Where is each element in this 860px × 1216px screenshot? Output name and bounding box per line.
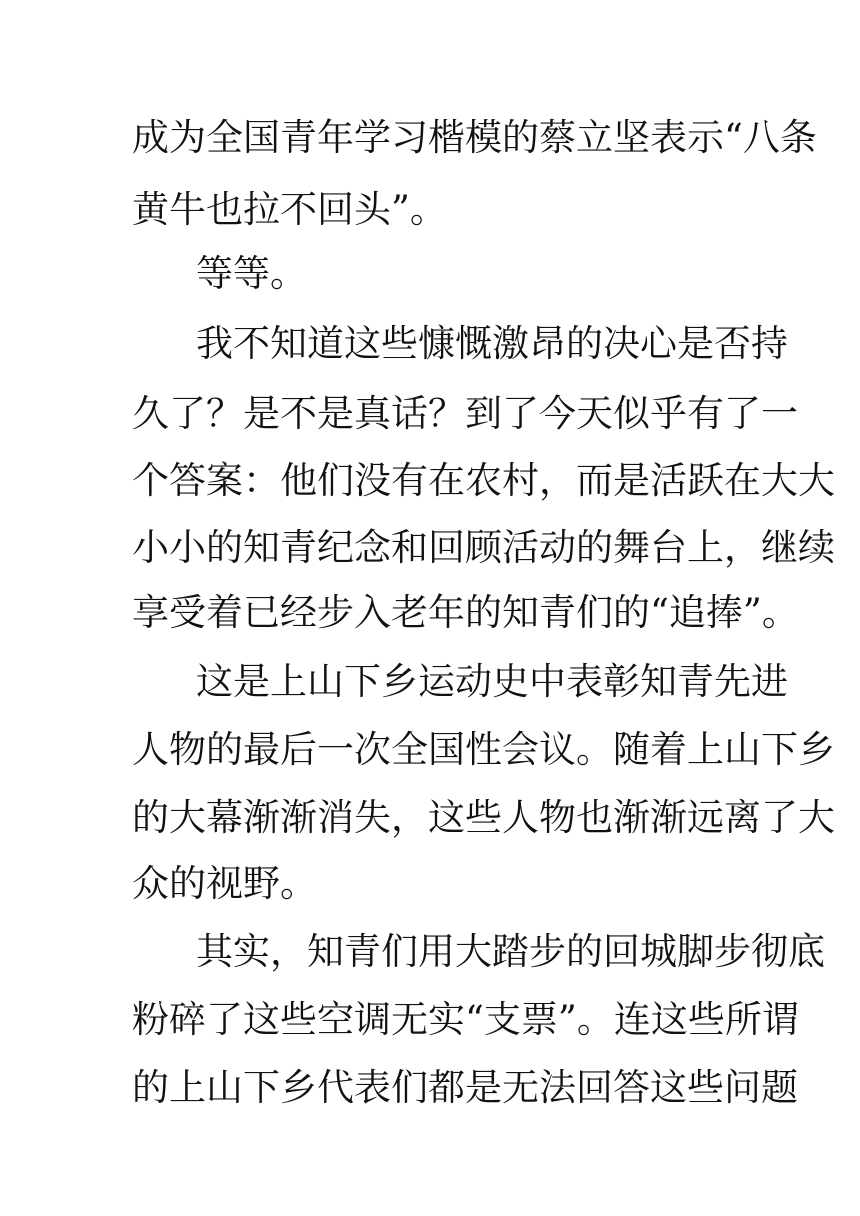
text-line-11: 的大幕渐渐消失，这些人物也渐渐远离了大	[132, 796, 835, 839]
text-line-3: 等等。	[196, 252, 307, 295]
text-line-9: 这是上山下乡运动史中表彰知青先进	[196, 660, 788, 703]
text-line-5: 久了？是不是真话？到了今天似乎有了一	[132, 392, 798, 435]
text-line-14: 粉碎了这些空调无实“支票”。连这些所谓	[132, 998, 799, 1041]
text-line-1: 成为全国青年学习楷模的蔡立坚表示“八条	[132, 116, 817, 159]
text-line-6: 个答案：他们没有在农村，而是活跃在大大	[132, 459, 835, 502]
text-line-15: 的上山下乡代表们都是无法回答这些问题	[132, 1066, 798, 1109]
text-line-13: 其实，知青们用大踏步的回城脚步彻底	[196, 930, 825, 973]
text-line-7: 小小的知青纪念和回顾活动的舞台上，继续	[132, 526, 835, 569]
text-line-12: 众的视野。	[132, 862, 317, 905]
text-line-10: 人物的最后一次全国性会议。随着上山下乡	[132, 728, 835, 771]
text-line-8: 享受着已经步入老年的知青们的“追捧”。	[132, 591, 799, 634]
text-line-4: 我不知道这些慷慨激昂的决心是否持	[196, 322, 788, 365]
text-line-2: 黄牛也拉不回头”。	[132, 188, 447, 231]
